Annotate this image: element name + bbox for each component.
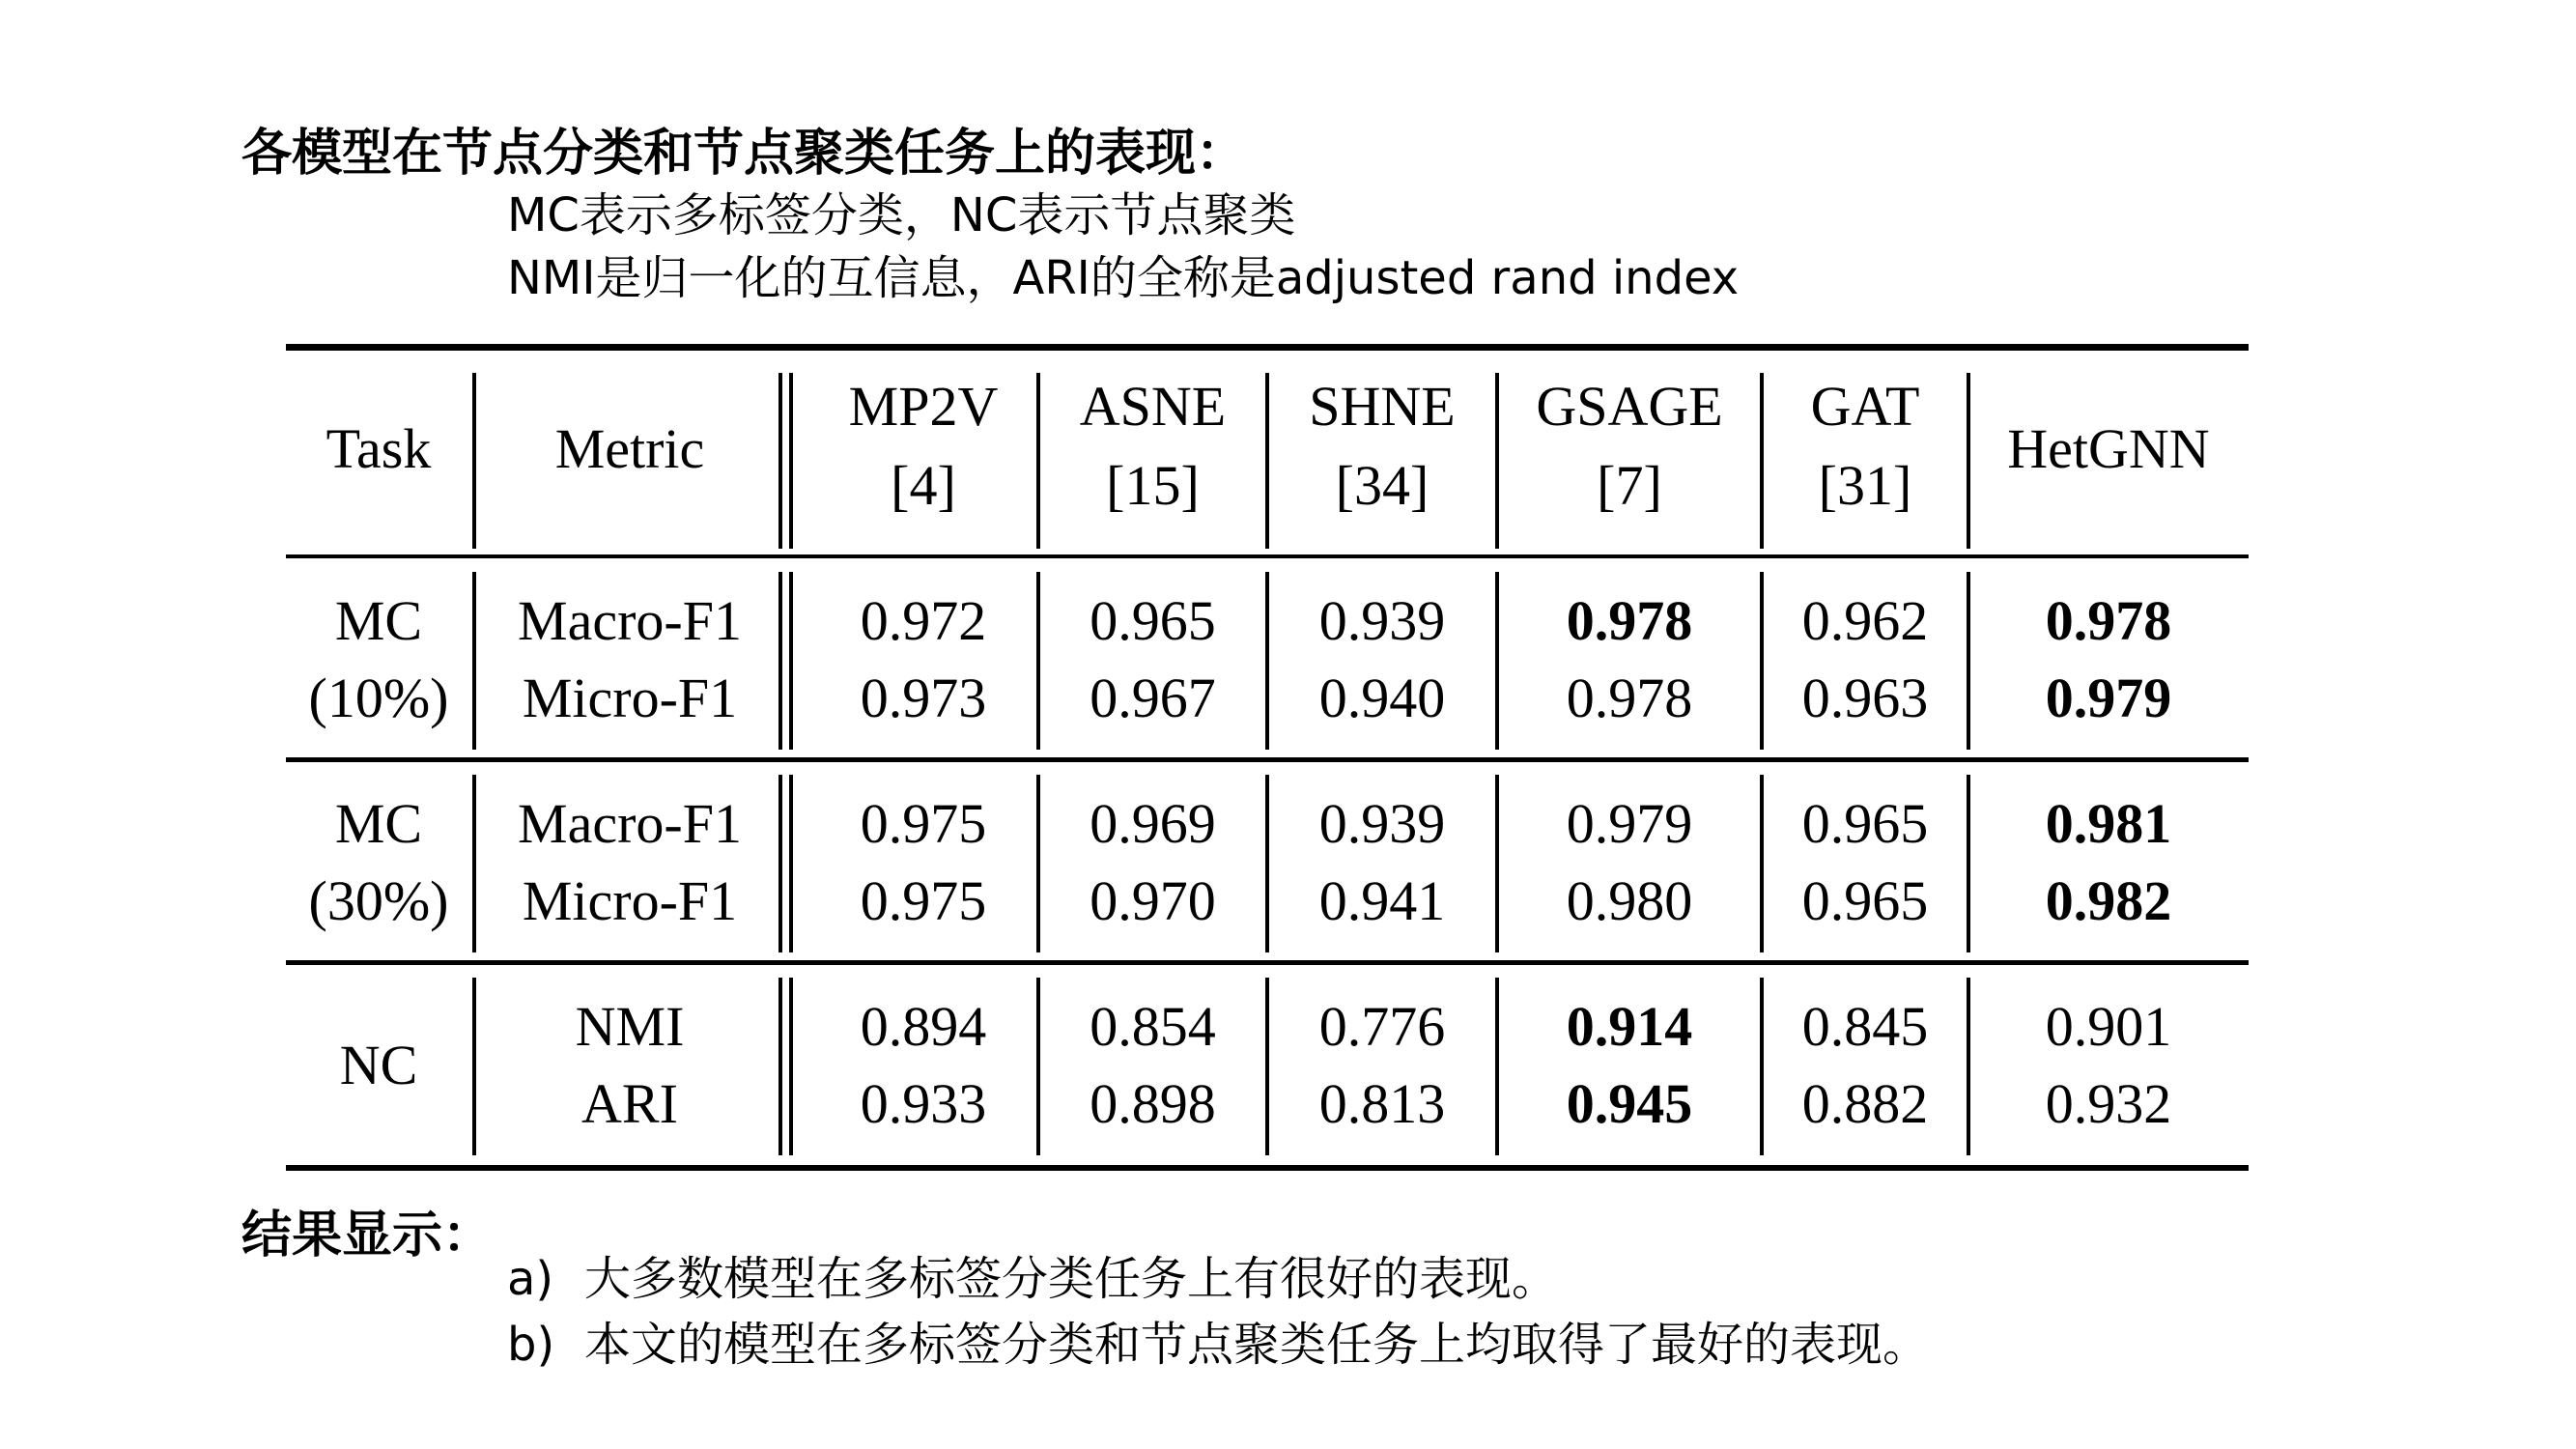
value-cell: 0.967 xyxy=(1090,667,1216,729)
column-rule xyxy=(789,775,793,952)
table-top-rule xyxy=(286,344,2249,351)
result-item-text: 大多数模型在多标签分类任务上有很好的表现。 xyxy=(584,1252,1559,1306)
value-cell: 0.932 xyxy=(2045,1072,2172,1135)
value-cell: 0.901 xyxy=(2045,995,2172,1058)
value-cell: 0.982 xyxy=(2045,869,2172,932)
value-cell: 0.962 xyxy=(1801,589,1929,652)
metric-cell: Macro-F1 xyxy=(518,589,742,652)
header-ref-mp2v: [4] xyxy=(891,454,956,517)
header-model-mp2v: MP2V xyxy=(848,375,999,438)
value-cell: 0.945 xyxy=(1566,1072,1693,1135)
table-group-rule xyxy=(286,960,2249,965)
results-table xyxy=(286,344,2249,1173)
table-bottom-rule xyxy=(286,1165,2249,1171)
column-rule xyxy=(1967,373,1970,549)
value-cell: 0.914 xyxy=(1566,995,1693,1058)
value-cell: 0.898 xyxy=(1090,1072,1216,1135)
header-ref-gat: [31] xyxy=(1818,454,1912,517)
metric-cell: Micro-F1 xyxy=(522,667,738,729)
value-cell: 0.973 xyxy=(860,667,987,729)
value-cell: 0.965 xyxy=(1801,869,1929,932)
column-rule xyxy=(789,978,793,1155)
value-cell: 0.978 xyxy=(1566,589,1693,652)
value-cell: 0.975 xyxy=(860,792,987,855)
value-cell: 0.845 xyxy=(1801,995,1929,1058)
value-cell: 0.882 xyxy=(1801,1072,1929,1135)
column-rule xyxy=(1760,373,1764,549)
value-cell: 0.965 xyxy=(1090,589,1216,652)
result-item xyxy=(507,1248,1558,1310)
results-title: 结果显示： xyxy=(241,1207,494,1264)
header-task: Task xyxy=(326,417,432,480)
metric-cell: ARI xyxy=(581,1072,678,1135)
value-cell: 0.975 xyxy=(860,869,987,932)
metric-cell: Macro-F1 xyxy=(518,792,742,855)
value-cell: 0.980 xyxy=(1566,869,1693,932)
column-rule xyxy=(1265,373,1269,549)
header-ref-asne: [15] xyxy=(1106,454,1200,517)
value-cell: 0.813 xyxy=(1318,1072,1446,1135)
value-cell: 0.969 xyxy=(1090,792,1216,855)
value-cell: 0.981 xyxy=(2045,792,2172,855)
metric-cell: Micro-F1 xyxy=(522,869,738,932)
subtitle-line: MC表示多标签分类，NC表示节点聚类 xyxy=(507,188,1296,242)
value-cell: 0.970 xyxy=(1090,869,1216,932)
value-cell: 0.978 xyxy=(1566,667,1693,729)
value-cell: 0.894 xyxy=(860,995,987,1058)
value-cell: 0.939 xyxy=(1318,589,1446,652)
task-cell: MC xyxy=(334,792,423,855)
value-cell: 0.972 xyxy=(860,589,987,652)
task-cell: NC xyxy=(339,1034,418,1096)
task-cell: MC xyxy=(334,589,423,652)
column-rule xyxy=(1036,373,1040,549)
header-model-hetgnn: HetGNN xyxy=(2007,417,2210,480)
result-item-text: 本文的模型在多标签分类和节点聚类任务上均取得了最好的表现。 xyxy=(584,1318,1930,1372)
column-rule xyxy=(789,373,793,549)
value-cell: 0.963 xyxy=(1801,667,1929,729)
value-cell: 0.978 xyxy=(2045,589,2172,652)
value-cell: 0.940 xyxy=(1318,667,1446,729)
metric-cell: NMI xyxy=(575,995,685,1058)
subtitle-line: NMI是归一化的互信息，ARI的全称是adjusted rand index xyxy=(507,251,1740,305)
header-model-gsage: GSAGE xyxy=(1536,375,1723,438)
result-item-label: b) xyxy=(507,1318,555,1372)
column-rule xyxy=(1495,373,1499,549)
task-cell: (30%) xyxy=(308,869,449,932)
task-cell: (10%) xyxy=(308,667,449,729)
value-cell: 0.965 xyxy=(1801,792,1929,855)
result-item-label: a) xyxy=(507,1252,554,1306)
result-item xyxy=(507,1314,1929,1376)
value-cell: 0.939 xyxy=(1318,792,1446,855)
column-rule xyxy=(789,572,793,750)
slide-title: 各模型在节点分类和节点聚类任务上的表现： xyxy=(241,125,1247,183)
table-group-rule xyxy=(286,757,2249,762)
header-metric: Metric xyxy=(554,417,705,480)
header-model-gat: GAT xyxy=(1810,375,1920,438)
value-cell: 0.933 xyxy=(860,1072,987,1135)
header-ref-gsage: [7] xyxy=(1597,454,1662,517)
column-rule xyxy=(472,373,476,549)
column-rule xyxy=(778,373,782,549)
value-cell: 0.979 xyxy=(1566,792,1693,855)
value-cell: 0.776 xyxy=(1318,995,1446,1058)
value-cell: 0.854 xyxy=(1090,995,1216,1058)
header-model-asne: ASNE xyxy=(1079,375,1227,438)
header-model-shne: SHNE xyxy=(1309,375,1456,438)
header-ref-shne: [34] xyxy=(1335,454,1430,517)
table-header-rule xyxy=(286,554,2249,558)
value-cell: 0.979 xyxy=(2045,667,2172,729)
value-cell: 0.941 xyxy=(1318,869,1446,932)
